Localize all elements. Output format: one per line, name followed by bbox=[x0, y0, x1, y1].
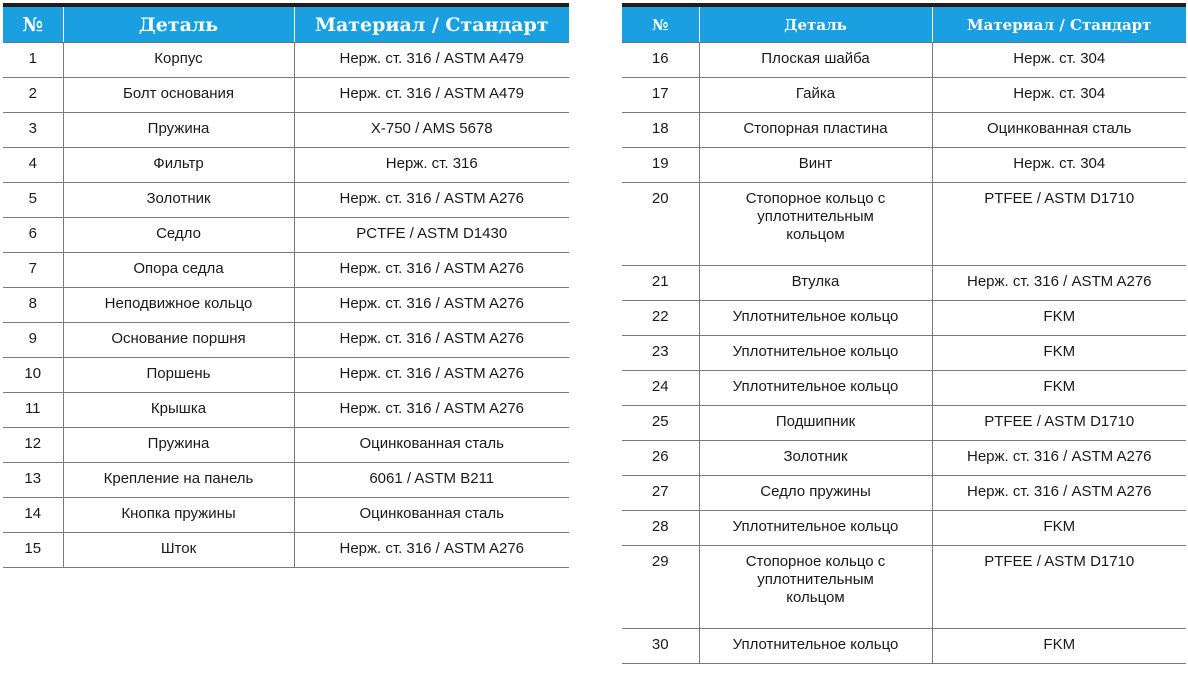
table-row bbox=[3, 358, 569, 393]
part-name: Уплотнительное кольцо bbox=[699, 629, 932, 664]
material-standard: Нерж. ст. 316 / ASTM A276 bbox=[294, 358, 569, 393]
row-number: 14 bbox=[3, 498, 63, 533]
table-body bbox=[3, 43, 569, 568]
material-standard: Оцинкованная сталь bbox=[932, 113, 1186, 148]
table-row bbox=[622, 406, 1186, 441]
material-standard: FKM bbox=[932, 629, 1186, 664]
table-header-row bbox=[622, 7, 1186, 43]
table-row bbox=[622, 371, 1186, 406]
row-number: 9 bbox=[3, 323, 63, 358]
row-number: 17 bbox=[622, 78, 699, 113]
table-row bbox=[622, 511, 1186, 546]
table-row bbox=[622, 266, 1186, 301]
row-number: 20 bbox=[622, 183, 699, 266]
table-row bbox=[622, 301, 1186, 336]
row-number: 15 bbox=[3, 533, 63, 568]
table-row bbox=[622, 629, 1186, 664]
material-standard: Нерж. ст. 316 / ASTM A479 bbox=[294, 78, 569, 113]
table-row bbox=[3, 43, 569, 78]
row-number: 25 bbox=[622, 406, 699, 441]
part-name: Крышка bbox=[63, 393, 294, 428]
parts-table-right bbox=[622, 3, 1186, 664]
row-number: 28 bbox=[622, 511, 699, 546]
table-row bbox=[622, 546, 1186, 629]
material-standard: Оцинкованная сталь bbox=[294, 498, 569, 533]
row-number: 22 bbox=[622, 301, 699, 336]
table-row bbox=[3, 78, 569, 113]
material-standard: Нерж. ст. 316 / ASTM A479 bbox=[294, 43, 569, 78]
column-header-part: Деталь bbox=[63, 7, 294, 43]
table-row bbox=[3, 498, 569, 533]
part-name: Основание поршня bbox=[63, 323, 294, 358]
material-standard: Нерж. ст. 304 bbox=[932, 78, 1186, 113]
table-body bbox=[622, 43, 1186, 664]
row-number: 30 bbox=[622, 629, 699, 664]
material-standard: FKM bbox=[932, 301, 1186, 336]
material-standard: FKM bbox=[932, 371, 1186, 406]
part-name: Шток bbox=[63, 533, 294, 568]
part-name: Гайка bbox=[699, 78, 932, 113]
column-header-number: № bbox=[622, 7, 699, 43]
column-header-number: № bbox=[3, 7, 63, 43]
row-number: 10 bbox=[3, 358, 63, 393]
material-standard: Нерж. ст. 316 / ASTM A276 bbox=[294, 183, 569, 218]
material-standard: Нерж. ст. 316 / ASTM A276 bbox=[932, 476, 1186, 511]
row-number: 29 bbox=[622, 546, 699, 629]
part-name: Уплотнительное кольцо bbox=[699, 301, 932, 336]
material-standard: Нерж. ст. 304 bbox=[932, 148, 1186, 183]
part-name: Стопорное кольцо с уплотнительным кольцом bbox=[699, 546, 932, 629]
row-number: 5 bbox=[3, 183, 63, 218]
table-row bbox=[622, 441, 1186, 476]
part-name: Подшипник bbox=[699, 406, 932, 441]
part-name: Кнопка пружины bbox=[63, 498, 294, 533]
material-standard: Нерж. ст. 316 / ASTM A276 bbox=[294, 288, 569, 323]
row-number: 12 bbox=[3, 428, 63, 463]
part-name: Втулка bbox=[699, 266, 932, 301]
part-name: Уплотнительное кольцо bbox=[699, 371, 932, 406]
material-standard: PTFEE / ASTM D1710 bbox=[932, 406, 1186, 441]
row-number: 6 bbox=[3, 218, 63, 253]
part-name: Седло bbox=[63, 218, 294, 253]
material-standard: Нерж. ст. 316 / ASTM A276 bbox=[294, 323, 569, 358]
material-standard: Нерж. ст. 316 bbox=[294, 148, 569, 183]
row-number: 27 bbox=[622, 476, 699, 511]
table-row bbox=[3, 393, 569, 428]
table-row bbox=[622, 113, 1186, 148]
material-standard: Нерж. ст. 316 / ASTM A276 bbox=[932, 266, 1186, 301]
table-row bbox=[3, 533, 569, 568]
part-name: Поршень bbox=[63, 358, 294, 393]
part-name: Фильтр bbox=[63, 148, 294, 183]
table-row bbox=[3, 218, 569, 253]
part-name: Стопорная пластина bbox=[699, 113, 932, 148]
material-standard: FKM bbox=[932, 336, 1186, 371]
row-number: 26 bbox=[622, 441, 699, 476]
row-number: 18 bbox=[622, 113, 699, 148]
part-name: Крепление на панель bbox=[63, 463, 294, 498]
table-row bbox=[3, 113, 569, 148]
table-row bbox=[3, 288, 569, 323]
material-standard: PCTFE / ASTM D1430 bbox=[294, 218, 569, 253]
column-header-material: Материал / Стандарт bbox=[294, 7, 569, 43]
part-name: Пружина bbox=[63, 428, 294, 463]
table-row bbox=[3, 323, 569, 358]
table-row bbox=[622, 148, 1186, 183]
material-standard: Нерж. ст. 316 / ASTM A276 bbox=[294, 253, 569, 288]
table-row bbox=[3, 253, 569, 288]
material-standard: PTFEE / ASTM D1710 bbox=[932, 183, 1186, 266]
row-number: 24 bbox=[622, 371, 699, 406]
material-standard: Нерж. ст. 316 / ASTM A276 bbox=[294, 533, 569, 568]
row-number: 13 bbox=[3, 463, 63, 498]
material-standard: X-750 / AMS 5678 bbox=[294, 113, 569, 148]
table-header-row bbox=[3, 7, 569, 43]
part-name: Опора седла bbox=[63, 253, 294, 288]
part-name: Болт основания bbox=[63, 78, 294, 113]
table-row bbox=[622, 183, 1186, 266]
table-row bbox=[3, 148, 569, 183]
row-number: 11 bbox=[3, 393, 63, 428]
material-standard: Нерж. ст. 316 / ASTM A276 bbox=[294, 393, 569, 428]
row-number: 8 bbox=[3, 288, 63, 323]
table-row bbox=[622, 336, 1186, 371]
row-number: 3 bbox=[3, 113, 63, 148]
table-row bbox=[622, 476, 1186, 511]
material-standard: Нерж. ст. 316 / ASTM A276 bbox=[932, 441, 1186, 476]
row-number: 19 bbox=[622, 148, 699, 183]
column-header-material: Материал / Стандарт bbox=[932, 7, 1186, 43]
material-standard: Нерж. ст. 304 bbox=[932, 43, 1186, 78]
table-row bbox=[622, 78, 1186, 113]
row-number: 1 bbox=[3, 43, 63, 78]
column-header-part: Деталь bbox=[699, 7, 932, 43]
part-name: Уплотнительное кольцо bbox=[699, 336, 932, 371]
row-number: 21 bbox=[622, 266, 699, 301]
parts-table-left bbox=[3, 3, 569, 568]
part-name: Золотник bbox=[699, 441, 932, 476]
part-name: Плоская шайба bbox=[699, 43, 932, 78]
part-name: Неподвижное кольцо bbox=[63, 288, 294, 323]
table-row bbox=[3, 463, 569, 498]
part-name: Пружина bbox=[63, 113, 294, 148]
table-row bbox=[622, 43, 1186, 78]
row-number: 16 bbox=[622, 43, 699, 78]
part-name: Золотник bbox=[63, 183, 294, 218]
part-name: Уплотнительное кольцо bbox=[699, 511, 932, 546]
table-row bbox=[3, 428, 569, 463]
material-standard: 6061 / ASTM B211 bbox=[294, 463, 569, 498]
row-number: 23 bbox=[622, 336, 699, 371]
row-number: 4 bbox=[3, 148, 63, 183]
part-name: Винт bbox=[699, 148, 932, 183]
part-name: Стопорное кольцо с уплотнительным кольцом bbox=[699, 183, 932, 266]
part-name: Седло пружины bbox=[699, 476, 932, 511]
row-number: 7 bbox=[3, 253, 63, 288]
material-standard: PTFEE / ASTM D1710 bbox=[932, 546, 1186, 629]
material-standard: FKM bbox=[932, 511, 1186, 546]
table-row bbox=[3, 183, 569, 218]
material-standard: Оцинкованная сталь bbox=[294, 428, 569, 463]
part-name: Корпус bbox=[63, 43, 294, 78]
row-number: 2 bbox=[3, 78, 63, 113]
